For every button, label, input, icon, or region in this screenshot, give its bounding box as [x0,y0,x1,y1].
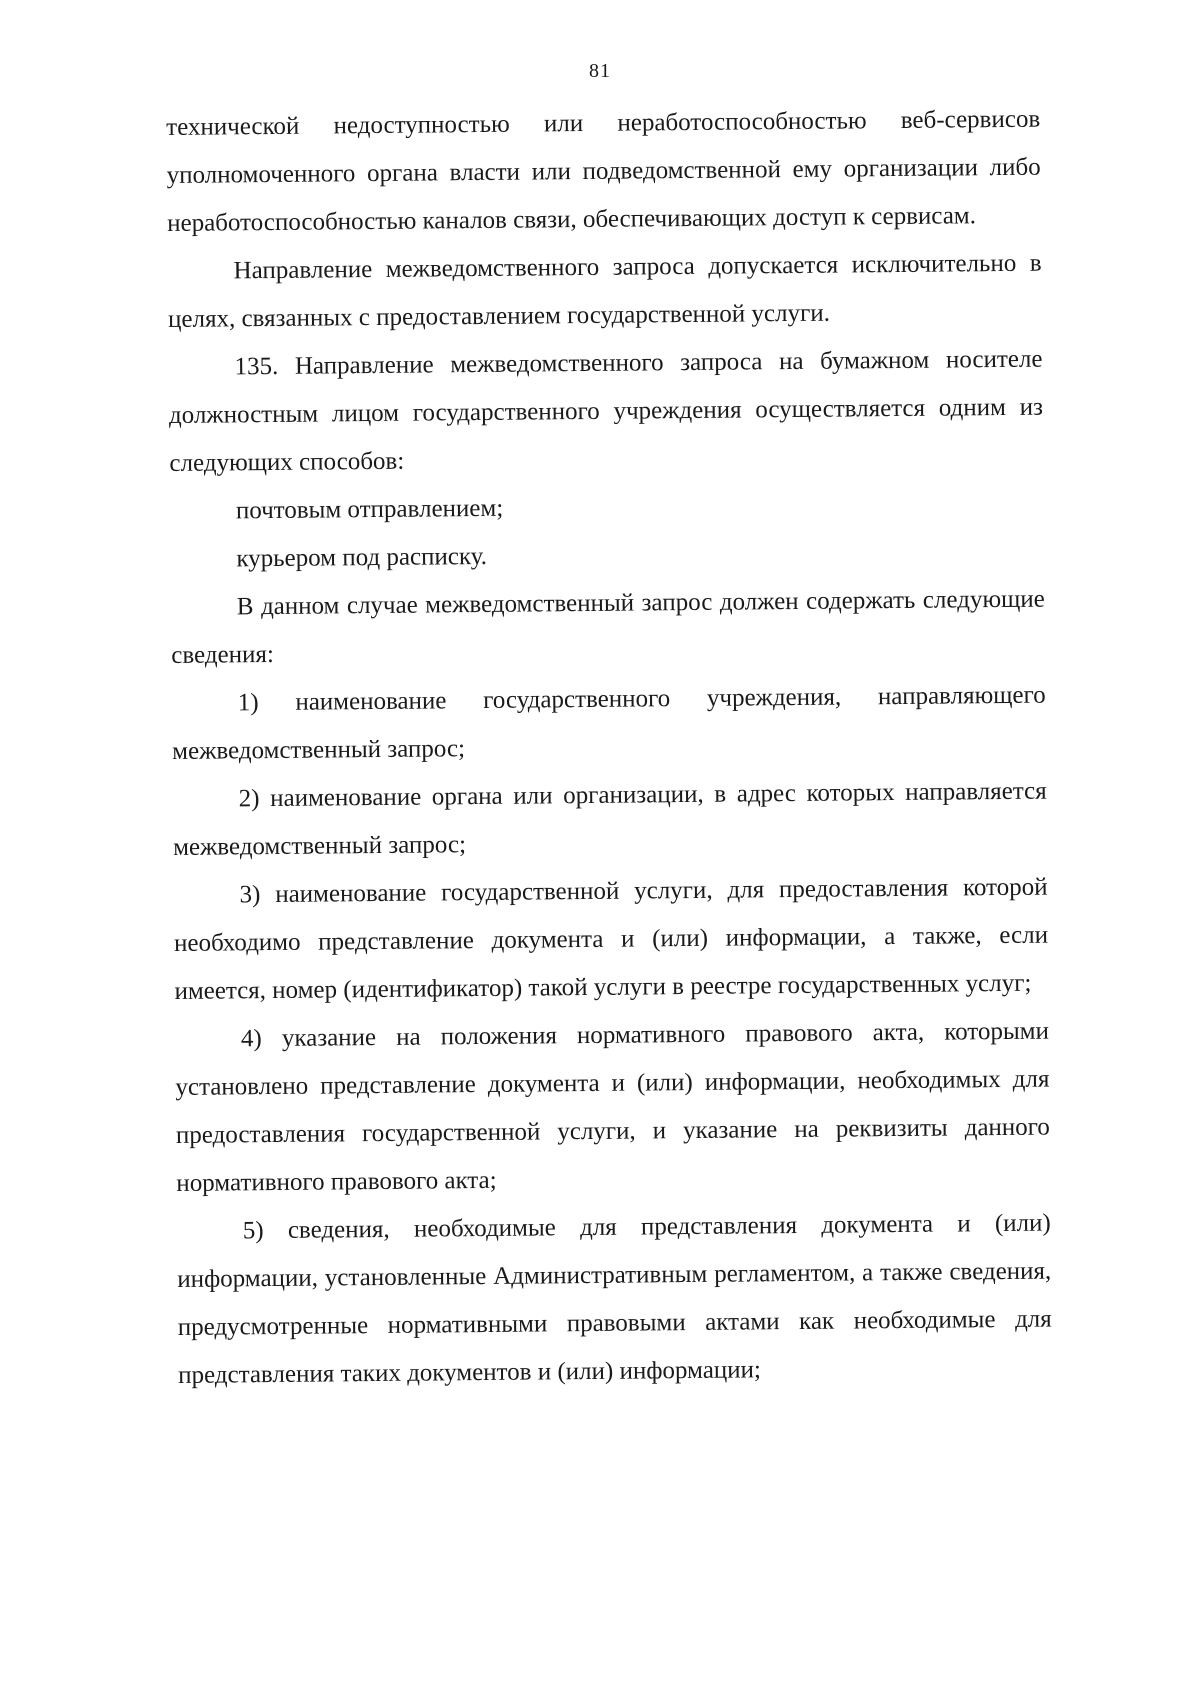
paragraph-purpose: Направление межведомственного запроса допускается исключительно в целях, связанных с предоставлением государственной услуги. [167,249,1042,333]
list-item-2: 2) наименование органа или организации, в адрес которых направляется межведомственный запрос; [173,777,1047,861]
paragraph-continuation: технической недоступностью или неработоспособностью веб-сервисов уполномоченного органа власти или подведомственной ему организации либо неработоспособностью каналов связи, обеспечивающих доступ к сервисам. [166,105,1041,237]
paragraph-courier: курьером под расписку. [236,542,488,573]
paragraph-135: 135. Направление межведомственного запроса на бумажном носителе должностным лицом государственного учреждения осуществляется одним из следующих способов: [168,345,1044,477]
document-body [166,96,1052,1400]
list-item-5: 5) сведения, необходимые для представления документа и (или) информации, установленные Административным регламентом, а также сведения, предусмотренные нормативными правовыми актами как необходимые для представления таких документов и (или) информации; [177,1209,1052,1389]
paragraph-mail: почтовым отправлением; [235,494,504,525]
paragraph-contents: В данном случае межведомственный запрос должен содержать следующие сведения: [171,585,1045,669]
list-item-3: 3) наименование государственной услуги, для предоставления которой необходимо представление документа и (или) информации, а также, если имеется, номер (идентификатор) такой услуги в реестре государственных услуг; [173,873,1049,1005]
list-item-4: 4) указание на положения нормативного правового акта, которыми установлено представление документа и (или) информации, необходимых для предоставления государственной услуги, и указание на реквизиты данного нормативного правового акта; [175,1017,1050,1197]
page-number: 81 [589,60,611,82]
list-item-1: 1) наименование государственного учреждения, направляющего межведомственный запрос; [172,681,1046,765]
